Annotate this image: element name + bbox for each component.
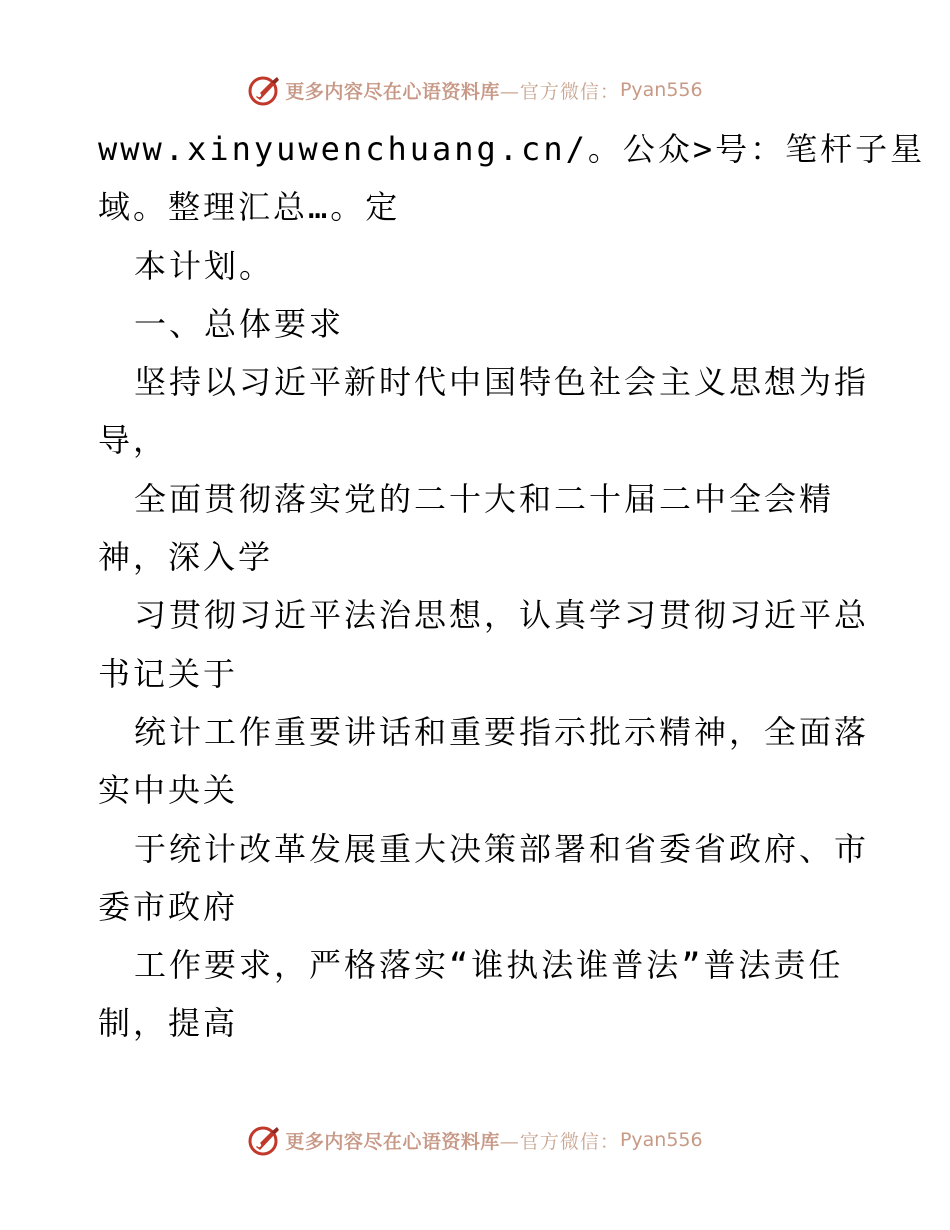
- section-heading: 一、总体要求: [134, 304, 345, 343]
- header-watermark-banner: [0, 72, 950, 108]
- footer-watermark-banner: [0, 1122, 950, 1158]
- text-line: 委市政府: [98, 887, 239, 926]
- text-line: 书记关于: [98, 654, 239, 693]
- text-line: 工作要求，严格落实“谁执法谁普法”普法责任: [134, 946, 844, 985]
- pen-seal-logo-icon: [247, 73, 281, 107]
- text-line: www.xinyuwenchuang.cn/。公众>号：笔杆子星: [98, 130, 926, 168]
- text-line: 于统计改革发展重大决策部署和省委省政府、市: [134, 829, 870, 868]
- banner-wechat-id: Pyan556: [619, 79, 703, 101]
- text-line: 域。整理汇总…。定: [98, 188, 401, 227]
- text-line: 导，: [98, 421, 169, 460]
- banner-main-text: 更多内容尽在心语资料库: [285, 80, 500, 103]
- banner-main-text: 更多内容尽在心语资料库: [285, 1130, 500, 1153]
- text-line: 全面贯彻落实党的二十大和二十届二中全会精: [134, 479, 835, 518]
- pen-seal-logo-icon: [247, 1123, 281, 1157]
- document-body: [98, 120, 926, 1053]
- text-line: 本计划。: [134, 246, 275, 285]
- text-line: 坚持以习近平新时代中国特色社会主义思想为指: [134, 363, 870, 402]
- text-line: 实中央关: [98, 771, 239, 810]
- banner-wechat-id: Pyan556: [619, 1129, 703, 1151]
- text-line: 统计工作重要讲话和重要指示批示精神，全面落: [134, 712, 870, 751]
- banner-separator-text: —官方微信：: [499, 1130, 620, 1153]
- banner-separator-text: —官方微信：: [499, 80, 620, 103]
- text-line: 习贯彻习近平法治思想，认真学习贯彻习近平总: [134, 596, 870, 635]
- text-line: 神，深入学: [98, 538, 274, 577]
- text-line: 制，提高: [98, 1004, 239, 1043]
